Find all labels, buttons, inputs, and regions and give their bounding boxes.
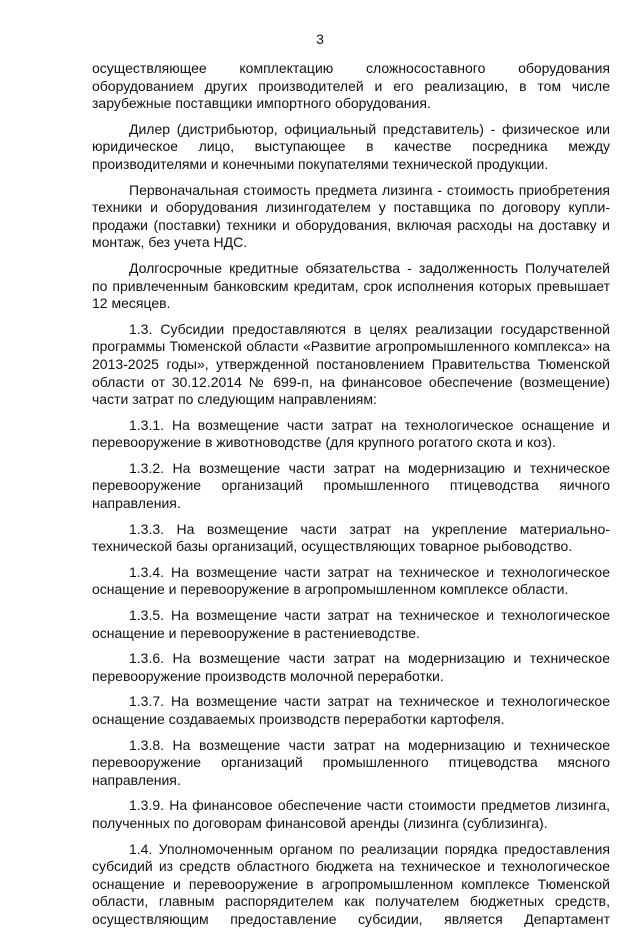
- page-number: 3: [316, 31, 324, 47]
- paragraph-section-1-3-6: 1.3.6. На возмещение части затрат на модернизацию и техническое перевооружение производств молочной переработки.: [92, 650, 610, 684]
- paragraph-section-1-3-9: 1.3.9. На финансовое обеспечение части стоимости предметов лизинга, полученных по договорам финансовой аренды (лизинга (сублизинга).: [92, 797, 610, 831]
- document-body: [92, 60, 610, 937]
- paragraph-section-1-3-4: 1.3.4. На возмещение части затрат на техническое и технологическое оснащение и перевооружение в агропромышленном комплексе области.: [92, 563, 610, 598]
- paragraph-section-1-3-2: 1.3.2. На возмещение части затрат на модернизацию и техническое перевооружение организаций промышленного птицеводства яичного направления.: [92, 459, 610, 512]
- paragraph-section-1-3-3: 1.3.3. На возмещение части затрат на укрепление материально-технической базы организаций, осуществляющих товарное рыбоводство.: [92, 520, 610, 555]
- paragraph-section-1-3-7: 1.3.7. На возмещение части затрат на техническое и технологическое оснащение создаваемых производств переработки картофеля.: [92, 693, 610, 727]
- paragraph-dealer-definition: Дилер (дистрибьютор, официальный представитель) - физическое или юридическое лицо, выступающее в качестве посредника между производителями и конечными покупателями технической продукции.: [92, 120, 610, 172]
- paragraph-section-1-3: 1.3. Субсидии предоставляются в целях реализации государственной программы Тюменской области «Развитие агропромышленного комплекса» на 2013-2025 годы», утвержденной постановлением Правительства Тюменской области от 30.12.2014 № 699-п, на финансовое обеспечение (возмещение) части затрат по следующим направлениям:: [92, 320, 610, 408]
- paragraph-section-1-3-1: 1.3.1. На возмещение части затрат на технологическое оснащение и перевооружение в животноводстве (для крупного рогатого скота и коз).: [92, 416, 610, 451]
- paragraph-long-term-credit-definition: Долгосрочные кредитные обязательства - задолженность Получателей по привлеченным банковским кредитам, срок исполнения которых превышает 12 месяцев.: [92, 259, 610, 312]
- paragraph-initial-cost-definition: Первоначальная стоимость предмета лизинга - стоимость приобретения техники и оборудования лизингодателем у поставщика по договору купли-продажи (поставки) техники и оборудования, включая расходы на доставку и монтаж, без учета НДС.: [92, 181, 610, 251]
- paragraph-supplier-continuation: осуществляющее комплектацию сложносоставного оборудования оборудованием других производителей и его реализацию, в том числе зарубежные поставщики импортного оборудования.: [92, 60, 610, 112]
- paragraph-section-1-3-5: 1.3.5. На возмещение части затрат на техническое и технологическое оснащение и перевооружение в растениеводстве.: [92, 607, 610, 641]
- paragraph-section-1-4: 1.4. Уполномоченным органом по реализации порядка предоставления субсидий из средств областного бюджета на техническое и технологическое оснащение и перевооружение в агропромышленном комплексе Тюменской области, главным распорядителем как получателем бюджетных средств, осуществляющим предоставление субсидии, является Департамент: [92, 840, 610, 927]
- paragraph-section-1-3-8: 1.3.8. На возмещение части затрат на модернизацию и техническое перевооружение организаций промышленного птицеводства мясного направления.: [92, 736, 610, 788]
